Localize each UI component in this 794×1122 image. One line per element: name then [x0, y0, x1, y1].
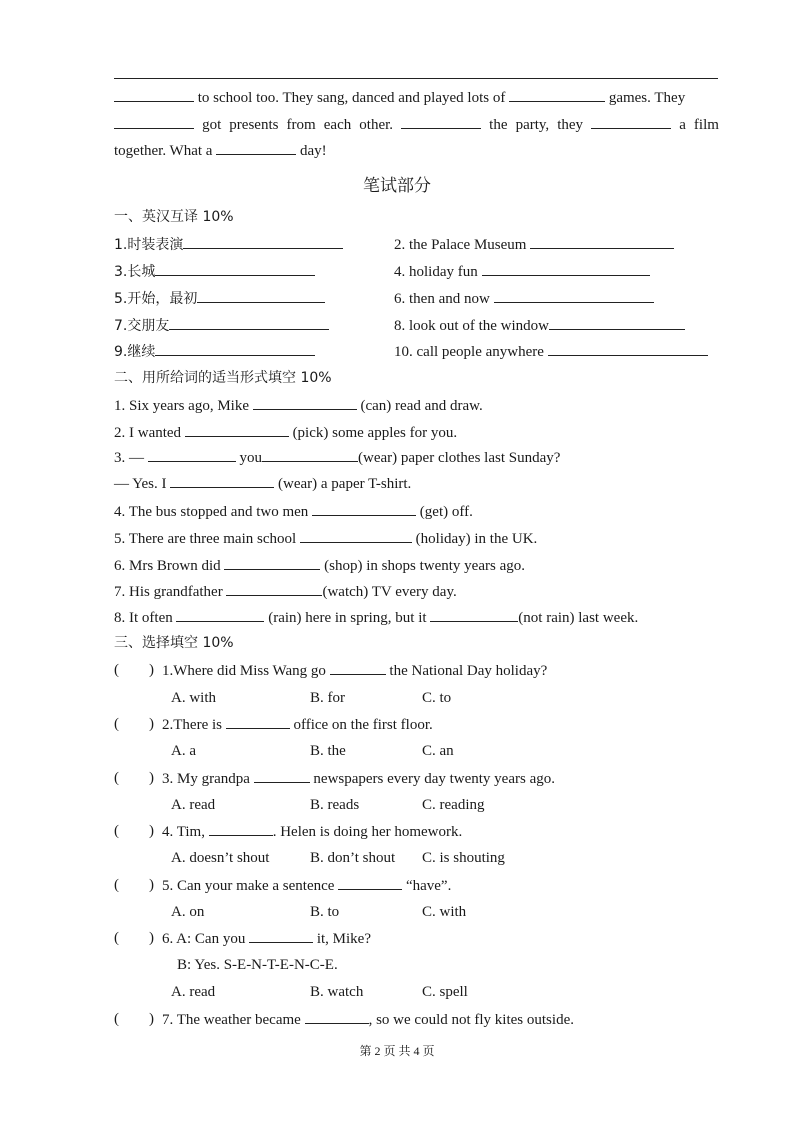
answer-blank[interactable] — [591, 115, 671, 129]
s2-question-3: 3. — you (wear) paper clothes last Sunday? — [114, 450, 561, 466]
answer-blank[interactable] — [249, 929, 313, 943]
answer-blank[interactable] — [185, 423, 289, 437]
option-c[interactable]: C. reading — [422, 797, 485, 813]
answer-blank[interactable] — [197, 289, 325, 303]
answer-blank[interactable] — [226, 582, 322, 596]
s2-question-1: 1. Six years ago, Mike (can) read and draw. — [114, 398, 483, 414]
s1-item-4: 4. holiday fun — [394, 262, 650, 281]
passage-line-3: together. What a day! — [114, 143, 327, 159]
option-c[interactable]: C. with — [422, 904, 467, 920]
answer-blank[interactable] — [262, 448, 358, 462]
option-c[interactable]: C. an — [422, 743, 454, 759]
answer-blank[interactable] — [148, 448, 236, 462]
section-2-heading: 二、用所给词的适当形式填空 10% — [114, 370, 332, 386]
section-1-heading: 一、英汉互译 10% — [114, 209, 234, 225]
answer-blank[interactable] — [226, 715, 290, 729]
s2-question-4: 4. The bus stopped and two men (get) off. — [114, 504, 473, 520]
section-title: 笔试部分 — [363, 176, 431, 196]
answer-blank[interactable] — [482, 262, 650, 276]
s1-item-1: 1.时装表演 — [114, 235, 343, 254]
answer-blank[interactable] — [549, 316, 685, 330]
dialogue-reply: B: Yes. S-E-N-T-E-N-C-E. — [177, 957, 338, 973]
option-c[interactable]: C. to — [422, 690, 452, 706]
option-b[interactable]: B. for — [310, 690, 345, 706]
top-rule — [114, 78, 718, 79]
answer-blank[interactable] — [338, 876, 402, 890]
answer-blank[interactable] — [305, 1010, 369, 1024]
mc-question-1: ( ) 1.Where did Miss Wang go the National Day holiday? — [114, 662, 548, 679]
s2-question-3-reply: — Yes. I (wear) a paper T-shirt. — [114, 476, 412, 492]
answer-blank[interactable] — [176, 608, 264, 622]
option-a[interactable]: A. read — [171, 797, 216, 813]
s1-item-10: 10. call people anywhere — [394, 342, 708, 361]
option-a[interactable]: A. doesn’t shout — [171, 850, 270, 866]
s2-question-6: 6. Mrs Brown did (shop) in shops twenty years ago. — [114, 558, 525, 574]
option-c[interactable]: C. spell — [422, 984, 468, 1000]
answer-blank[interactable] — [216, 141, 296, 155]
mc-question-4: ( ) 4. Tim, . Helen is doing her homework. — [114, 823, 463, 840]
s1-item-8: 8. look out of the window — [394, 316, 685, 335]
mc-question-5: ( ) 5. Can your make a sentence “have”. — [114, 877, 452, 894]
s2-question-5: 5. There are three main school (holiday) in the UK. — [114, 531, 538, 547]
answer-blank[interactable] — [254, 769, 310, 783]
answer-blank[interactable] — [224, 556, 320, 570]
answer-blank[interactable] — [114, 88, 194, 102]
section-3-heading: 三、选择填空 10% — [114, 635, 234, 651]
mc-question-3: ( ) 3. My grandpa newspapers every day twenty years ago. — [114, 770, 555, 787]
s1-item-2: 2. the Palace Museum — [394, 235, 674, 254]
s1-item-5: 5.开始，最初 — [114, 289, 325, 308]
s1-item-3: 3.长城 — [114, 262, 315, 281]
option-a[interactable]: A. a — [171, 743, 196, 759]
answer-blank[interactable] — [401, 115, 481, 129]
s1-item-7: 7.交朋友 — [114, 316, 329, 335]
option-b[interactable]: B. watch — [310, 984, 364, 1000]
option-b[interactable]: B. to — [310, 904, 340, 920]
answer-blank[interactable] — [548, 342, 708, 356]
option-b[interactable]: B. reads — [310, 797, 360, 813]
answer-blank[interactable] — [530, 235, 674, 249]
s2-question-2: 2. I wanted (pick) some apples for you. — [114, 425, 458, 441]
option-a[interactable]: A. with — [171, 690, 216, 706]
s2-question-8: 8. It often (rain) here in spring, but it (not rain) last week. — [114, 610, 639, 626]
mc-question-7: ( ) 7. The weather became , so we could not fly kites outside. — [114, 1011, 574, 1028]
option-a[interactable]: A. read — [171, 984, 216, 1000]
answer-blank[interactable] — [300, 529, 412, 543]
answer-blank[interactable] — [494, 289, 654, 303]
answer-blank[interactable] — [155, 342, 315, 356]
answer-blank[interactable] — [430, 608, 518, 622]
answer-blank[interactable] — [155, 262, 315, 276]
option-b[interactable]: B. don’t shout — [310, 850, 396, 866]
answer-blank[interactable] — [183, 235, 343, 249]
answer-blank[interactable] — [114, 115, 194, 129]
s1-item-9: 9.继续 — [114, 342, 315, 361]
answer-blank[interactable] — [253, 396, 357, 410]
s1-item-6: 6. then and now — [394, 289, 654, 308]
answer-blank[interactable] — [330, 661, 386, 675]
mc-question-2: ( ) 2.There is office on the first floor. — [114, 716, 433, 733]
answer-blank[interactable] — [170, 474, 274, 488]
option-a[interactable]: A. on — [171, 904, 205, 920]
answer-blank[interactable] — [169, 316, 329, 330]
option-c[interactable]: C. is shouting — [422, 850, 505, 866]
page-footer: 第 2 页 共 4 页 — [359, 1044, 435, 1058]
answer-blank[interactable] — [312, 502, 416, 516]
option-b[interactable]: B. the — [310, 743, 346, 759]
passage-line-2: got presents from each other. the party, they a film — [114, 115, 719, 134]
mc-question-6: ( ) 6. A: Can you it, Mike? — [114, 930, 371, 947]
answer-blank[interactable] — [209, 822, 273, 836]
s2-question-7: 7. His grandfather (watch) TV every day. — [114, 584, 457, 600]
passage-line-1: to school too. They sang, danced and played lots of games. They — [114, 88, 685, 107]
answer-blank[interactable] — [509, 88, 605, 102]
